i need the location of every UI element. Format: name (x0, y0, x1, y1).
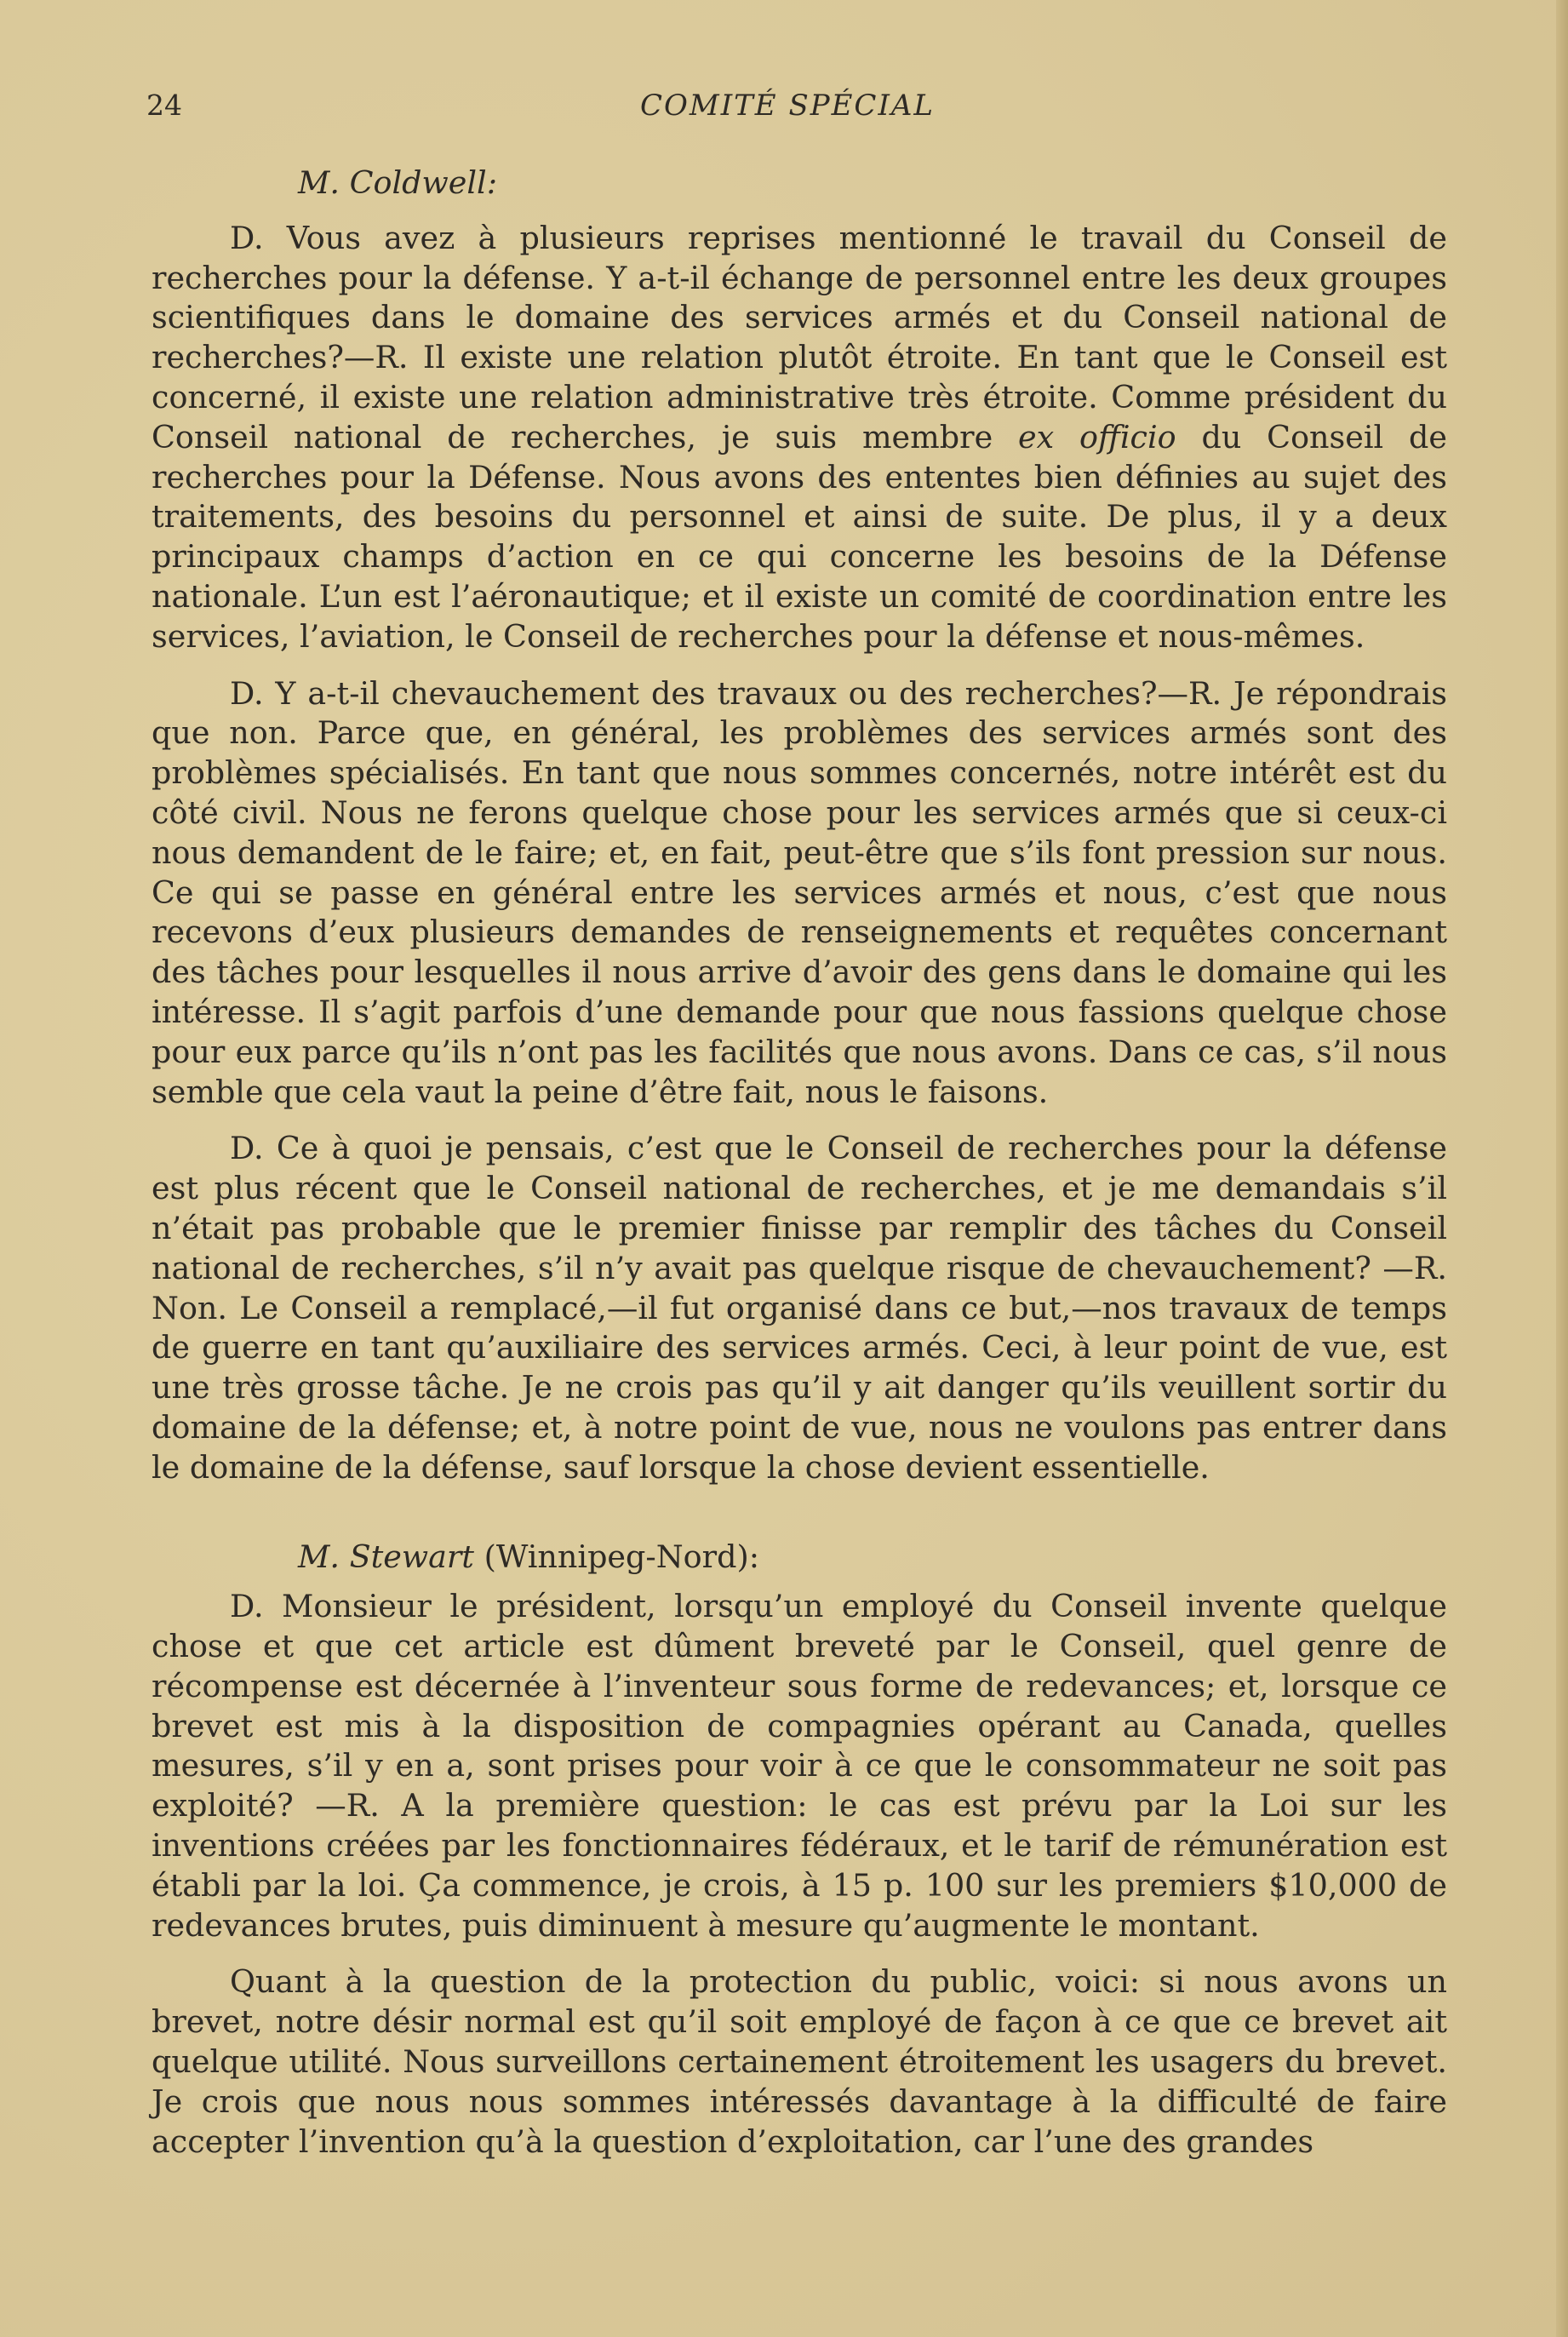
paragraph-text: du Conseil de recherches pour la Défense. Nous avons des ententes bien définies au sujet des traitements, des besoins du personnel et ainsi de suite. De plus, il y a deux principaux champs d’action en ce qui concerne les besoins de la Défense nationale. L’un est l’aéronautique; et il existe un comité de coordination entre les services, l’aviation, le Conseil de recherches pour la défense et nous-mêmes. (152, 418, 1448, 655)
speaker-stewart (152, 1538, 1447, 1578)
latin-term: ex officio (1018, 418, 1176, 455)
page-header (146, 83, 1457, 128)
paragraph-stewart-1: D. Monsieur le président, lorsqu’un employé du Conseil invente quelque chose et que cet article est dûment breveté par le Conseil, quel genre de récompense est décernée à l’inventeur sous forme de redevances; et, lorsque ce brevet est mis à la disposition de compagnies opérant au Canada, quelles mesures, s’il y en a, sont prises pour voir à ce que le consommateur ne soit pas exploité? —R. A la première question: le cas est prévu par la Loi sur les inventions créées par les fonctionnaires fédéraux, et le tarif de rémunération est établi par la loi. Ça commence, je crois, à 15 p. 100 sur les premiers $10,000 de redevances brutes, puis diminuent à mesure qu’augmente le montant. (152, 1588, 1447, 1944)
paragraph-coldwell-2: D. Y a-t-il chevauchement des travaux ou des recherches?—R. Je répondrais que non. Parce que, en général, les problèmes des services armés sont des problèmes spécialisés. En tant que nous sommes concernés, notre intérêt est du côté civil. Nous ne ferons quelque chose pour les services armés que si ceux-ci nous demandent de le faire; et, en fait, peut-être que s’ils font pression sur nous. Ce qui se passe en général entre les services armés et nous, c’est que nous recevons d’eux plusieurs demandes de renseignements et requêtes concernant des tâches pour lesquelles il nous arrive d’avoir des gens dans le domaine qui les intéresse. Il s’agit parfois d’une demande pour que nous fassions quelque chose pour eux parce qu’ils n’ont pas les facilités que nous avons. Dans ce cas, s’il nous semble que cela vaut la peine d’être fait, nous le faisons. (152, 674, 1447, 1110)
paragraph-coldwell-1 (152, 219, 1447, 657)
paragraph-coldwell-3: D. Ce à quoi je pensais, c’est que le Conseil de recherches pour la défense est plus récent que le Conseil national de recherches, et je me demandais s’il n’était pas probable que le premier finisse par remplir des tâches du Conseil national de recherches, s’il n’y avait pas quelque risque de chevauchement? —R. Non. Le Conseil a remplacé,—il fut organisé dans ce but,—nos travaux de temps de guerre en tant qu’auxiliaire des services armés. Ceci, à leur point de vue, est une très grosse tâche. Je ne crois pas qu’il y ait danger qu’ils veuillent sortir du domaine de la défense; et, à notre point de vue, nous ne voulons pas entrer dans le domaine de la défense, sauf lorsque la chose devient essentielle. (152, 1130, 1447, 1486)
page-number: 24 (146, 89, 182, 122)
running-title: COMITÉ SPÉCIAL (640, 89, 936, 123)
speaker-name: M. Stewart (298, 1538, 474, 1575)
page-edge (1556, 0, 1568, 2337)
paragraph-stewart-2: Quant à la question de la protection du public, voici: si nous avons un brevet, notre désir normal est qu’il soit employé de façon à ce que ce brevet ait quelque utilité. Nous surveillons certainement étroitement les usagers du brevet. Je crois que nous nous sommes intéressés davantage à la difficulté de faire accepter l’invention qu’à la question d’exploitation, car l’une des grandes (152, 1963, 1447, 2160)
speaker-coldwell: M. Coldwell: (298, 164, 498, 201)
paragraph-text: D. Vous avez à plusieurs reprises mentionné le travail du Conseil de recherches pour la défense. Y a-t-il échange de personnel entre les deux groupes scientifiques dans le domaine des services armés et du Conseil national de recherches?—R. Il existe une relation plutôt étroite. En tant que le Conseil est concerné, il existe une relation administrative très étroite. Comme président du Conseil national de recherches, je suis membre (152, 219, 1447, 455)
page-body (152, 163, 1447, 2162)
speaker-riding: (Winnipeg-Nord): (484, 1538, 759, 1575)
